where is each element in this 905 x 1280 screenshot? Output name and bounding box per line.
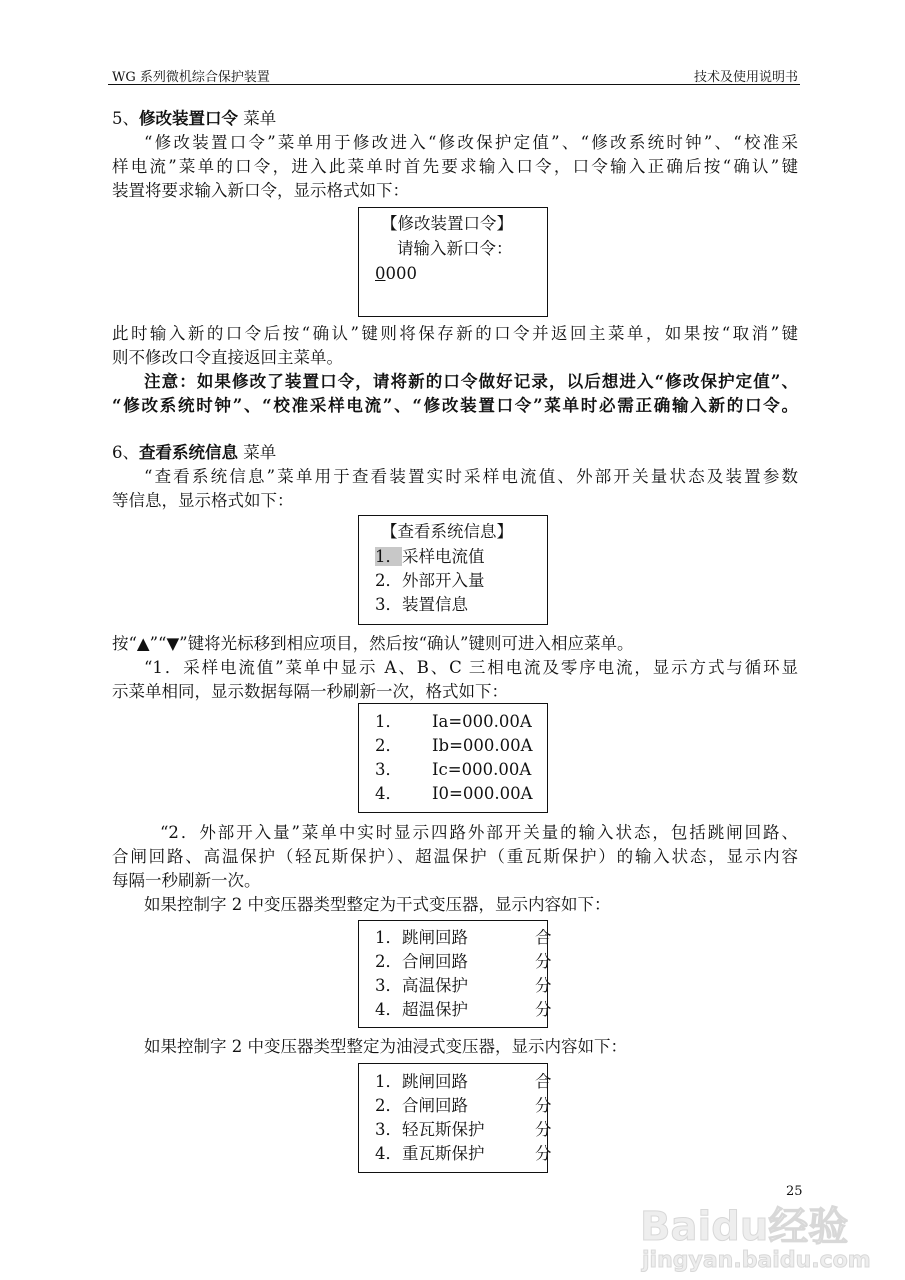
paragraph: 此时输入新的口令后按“确认”键则将保存新的口令并返回主菜单，如果按“取消”键 xyxy=(112,324,798,343)
current-row: 4． I0=000.00A xyxy=(375,784,533,803)
display-title: 【查看系统信息】 xyxy=(381,522,513,541)
current-row: 1． Ia=000.00A xyxy=(375,712,532,731)
input-row: 2．合闸回路 分 xyxy=(375,1096,552,1115)
input-row: 4．重瓦斯保护 分 xyxy=(375,1144,552,1163)
input-row: 1．跳闸回路 合 xyxy=(375,928,552,947)
display-prompt: 请输入新口令： xyxy=(397,239,513,258)
paragraph: 如果控制字 2 中变压器类型整定为干式变压器，显示内容如下： xyxy=(144,895,611,914)
input-row: 4．超温保护 分 xyxy=(375,1000,552,1019)
menu-item: 3．装置信息 xyxy=(375,595,468,614)
password-display-box xyxy=(358,207,548,317)
menu-item: 2．外部开入量 xyxy=(375,571,485,590)
system-info-menu-box xyxy=(358,515,548,625)
header-right: 技术及使用说明书 xyxy=(693,70,798,85)
section-6-heading: 6、查看系统信息 菜单 xyxy=(112,443,277,462)
section-5-heading: 5、修改装置口令 菜单 xyxy=(112,109,277,128)
menu-item: 1．采样电流值 xyxy=(375,547,485,566)
paragraph: 按“▲”“▼”键将光标移到相应项目，然后按“确认”键则可进入相应菜单。 xyxy=(112,634,634,653)
paragraph: 每隔一秒刷新一次。 xyxy=(112,871,261,890)
password-value: 0000 xyxy=(375,264,417,283)
page-number: 25 xyxy=(786,1184,803,1199)
current-row: 2． Ib=000.00A xyxy=(375,736,533,755)
paragraph: 等信息，显示格式如下： xyxy=(112,491,294,510)
current-row: 3． Ic=000.00A xyxy=(375,760,532,779)
paragraph: 样电流”菜单的口令，进入此菜单时首先要求输入口令，口令输入正确后按“确认”键 xyxy=(112,157,798,176)
input-row: 3．高温保护 分 xyxy=(375,976,552,995)
paragraph: “查看系统信息”菜单用于查看装置实时采样电流值、外部开关量状态及装置参数 xyxy=(144,467,798,486)
input-row: 1．跳闸回路 合 xyxy=(375,1072,552,1091)
input-row: 3．轻瓦斯保护 分 xyxy=(375,1120,552,1139)
paragraph: 则不修改口令直接返回主菜单。 xyxy=(112,348,343,367)
note: 注意：如果修改了装置口令，请将新的口令做好记录，以后想进入“修改保护定值”、 xyxy=(144,372,798,391)
display-title: 【修改装置口令】 xyxy=(381,214,513,233)
note: “修改系统时钟”、“校准采样电流”、“修改装置口令”菜单时必需正确输入新的口令。 xyxy=(112,396,798,415)
current-display-box xyxy=(358,703,548,813)
paragraph: 合闸回路、高温保护（轻瓦斯保护）、超温保护（重瓦斯保护）的输入状态，显示内容 xyxy=(112,847,798,866)
paragraph: “1．采样电流值”菜单中显示 A、B、C 三相电流及零序电流，显示方式与循环显 xyxy=(144,658,798,677)
baidu-watermark-logo: Baidu经验 jingyan.baidu.com xyxy=(640,1204,871,1273)
paragraph: “2．外部开入量”菜单中实时显示四路外部开关量的输入状态，包括跳闸回路、 xyxy=(160,823,798,842)
header-left: WG 系列微机综合保护装置 xyxy=(112,70,270,85)
paragraph: 如果控制字 2 中变压器类型整定为油浸式变压器，显示内容如下： xyxy=(144,1037,627,1056)
oil-transformer-box xyxy=(358,1063,552,1173)
paragraph: 装置将要求输入新口令，显示格式如下： xyxy=(112,181,409,200)
input-row: 2．合闸回路 分 xyxy=(375,952,552,971)
paragraph: 示菜单相同，显示数据每隔一秒刷新一次，格式如下： xyxy=(112,682,508,701)
paragraph: “修改装置口令”菜单用于修改进入“修改保护定值”、“修改系统时钟”、“校准采 xyxy=(144,133,798,152)
dry-transformer-box xyxy=(358,920,552,1028)
header-rule xyxy=(108,84,800,85)
